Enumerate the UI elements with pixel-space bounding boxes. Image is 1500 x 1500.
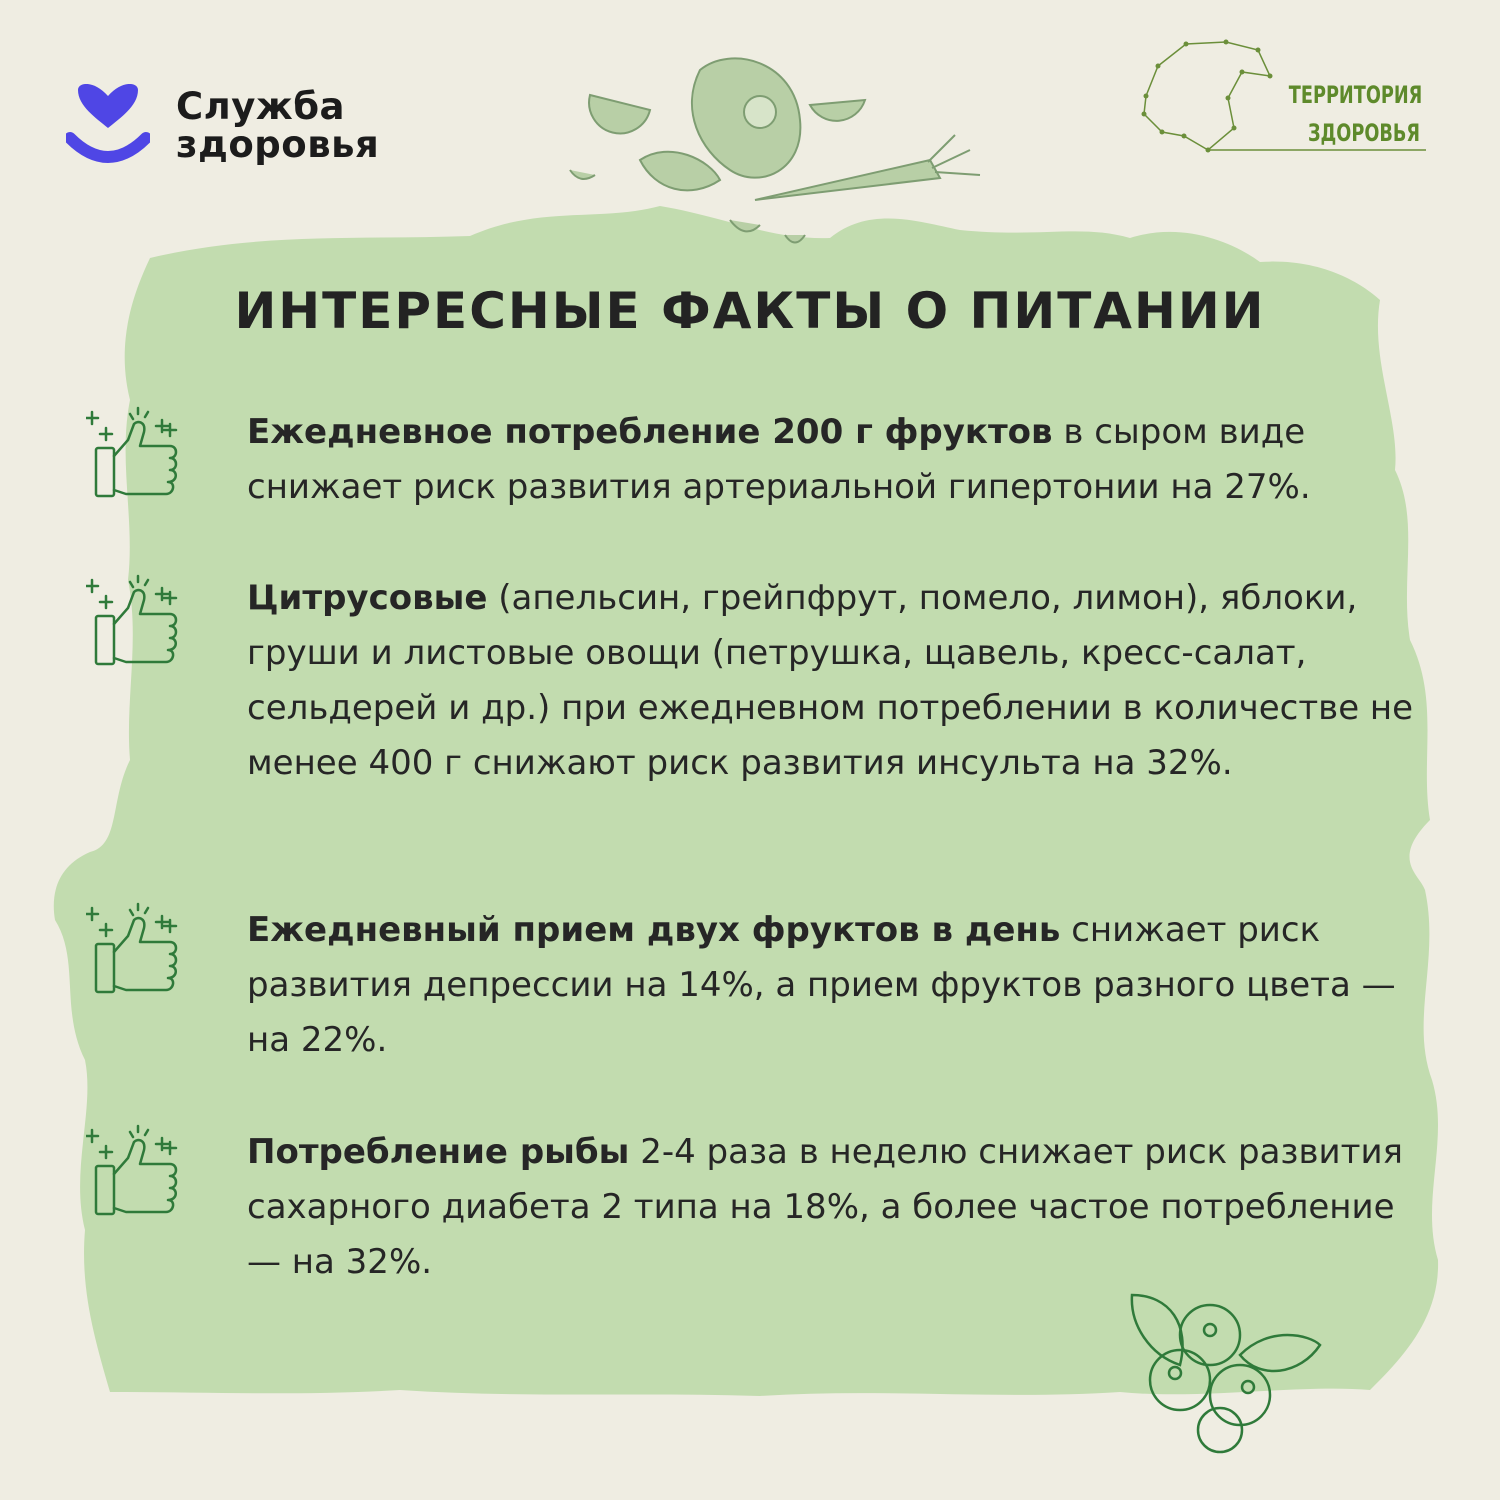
fact-3-highlight: Ежедневный прием двух фруктов в день — [247, 910, 1061, 950]
berries-illustration — [1120, 1285, 1330, 1455]
thumbs-up-icon — [86, 574, 182, 670]
fact-2-highlight: Цитрусовые — [247, 578, 488, 618]
brand-line-1: Служба — [176, 85, 345, 128]
fact-1-text: в сыром виде снижает риск развития артериальной гипертонии на 27%. — [247, 412, 1311, 507]
fact-4-highlight: Потребление рыбы — [247, 1132, 630, 1172]
fact-4 — [247, 1125, 1437, 1290]
fact-4-text: 2-4 раза в неделю снижает риск развития сахарного диабета 2 типа на 18%, а более частое потребление — на 32%. — [247, 1132, 1403, 1282]
heart-smile-icon — [66, 84, 150, 168]
fact-1-highlight: Ежедневное потребление 200 г фруктов — [247, 412, 1053, 452]
fact-2 — [247, 571, 1437, 791]
fact-3 — [247, 903, 1437, 1068]
territory-line-1: ТЕРРИТОРИЯ — [1288, 81, 1423, 109]
territory-line-2: ЗДОРОВЬЯ — [1307, 119, 1420, 147]
fact-2-text: (апельсин, грейпфрут, помело, лимон), яблоки, груши и листовые овощи (петрушка, щавель, кресс-салат, сельдерей и др.) при ежедневном потреблении в количестве не менее 400 г снижают риск развития инсульта на 32%. — [247, 578, 1414, 783]
brand-logo — [66, 84, 379, 168]
thumbs-up-icon — [86, 1124, 182, 1220]
page-title: ИНТЕРЕСНЫЕ ФАКТЫ О ПИТАНИИ — [234, 282, 1266, 340]
fact-3-text: снижает риск развития депрессии на 14%, а прием фруктов разного цвета — на 22%. — [247, 910, 1396, 1060]
territory-logo-text — [1288, 76, 1423, 152]
brand-line-2: здоровья — [176, 123, 380, 166]
thumbs-up-icon — [86, 902, 182, 998]
thumbs-up-icon — [86, 406, 182, 502]
fact-1 — [247, 405, 1437, 515]
vegetables-illustration — [560, 50, 1010, 260]
